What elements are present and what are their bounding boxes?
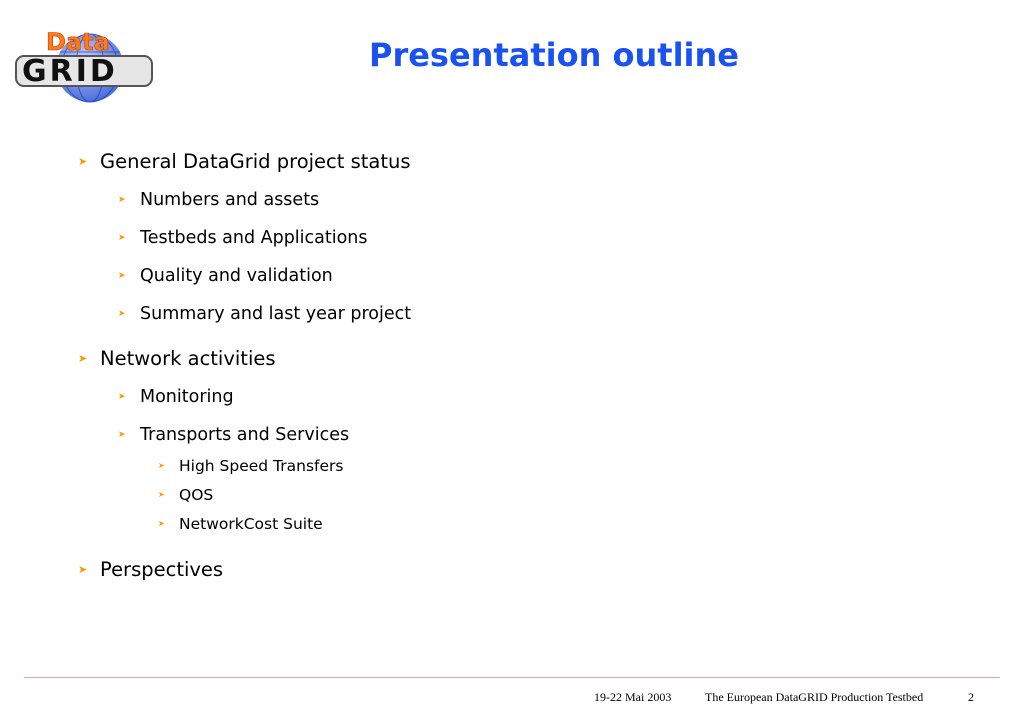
outline-item-text: High Speed Transfers (179, 457, 344, 475)
slide-title: Presentation outline (368, 36, 739, 74)
outline-item (78, 556, 898, 582)
arrow-bullet-icon: ➤ (118, 270, 126, 281)
outline-item (78, 345, 898, 371)
arrow-bullet-icon: ➤ (118, 232, 126, 243)
outline-item-text: QOS (179, 486, 214, 504)
arrow-bullet-icon: ➤ (78, 154, 88, 168)
outline-item-text: Transports and Services (140, 425, 350, 445)
outline-item (158, 455, 898, 477)
footer-date: 19-22 Mai 2003 (594, 690, 672, 704)
outline-item-text: Perspectives (100, 557, 224, 581)
outline-item-text: Monitoring (140, 387, 234, 407)
outline-item (78, 148, 898, 174)
outline-item-text: Quality and validation (140, 266, 333, 286)
outline-list (78, 148, 898, 582)
outline-item (118, 264, 898, 288)
arrow-bullet-icon: ➤ (78, 351, 88, 365)
outline-item (118, 423, 898, 447)
footer-divider (24, 677, 1000, 678)
outline-item-text: Numbers and assets (140, 190, 320, 210)
outline-item (118, 302, 898, 326)
arrow-bullet-icon: ➤ (78, 562, 88, 576)
arrow-bullet-icon: ➤ (118, 391, 126, 402)
outline-item-text: Network activities (100, 346, 276, 370)
arrow-bullet-icon: ➤ (118, 429, 126, 440)
logo-word-grid: GRID (22, 54, 118, 89)
arrow-bullet-icon: ➤ (118, 194, 126, 205)
outline-item (118, 385, 898, 409)
arrow-bullet-icon: ➤ (158, 519, 165, 528)
arrow-bullet-icon: ➤ (118, 308, 126, 319)
page-number: 2 (968, 690, 974, 704)
arrow-bullet-icon: ➤ (158, 490, 165, 499)
outline-item (158, 513, 898, 535)
footer-title: The European DataGRID Production Testbed (705, 690, 924, 704)
logo-word-data: Data (46, 28, 110, 56)
outline-item (158, 484, 898, 506)
outline-item-text: NetworkCost Suite (179, 515, 323, 533)
outline-item-text: Summary and last year project (140, 304, 412, 324)
outline-item-text: General DataGrid project status (100, 149, 411, 173)
outline-item (118, 226, 898, 250)
arrow-bullet-icon: ➤ (158, 461, 165, 470)
outline-item-text: Testbeds and Applications (140, 228, 368, 248)
outline-item (118, 188, 898, 212)
